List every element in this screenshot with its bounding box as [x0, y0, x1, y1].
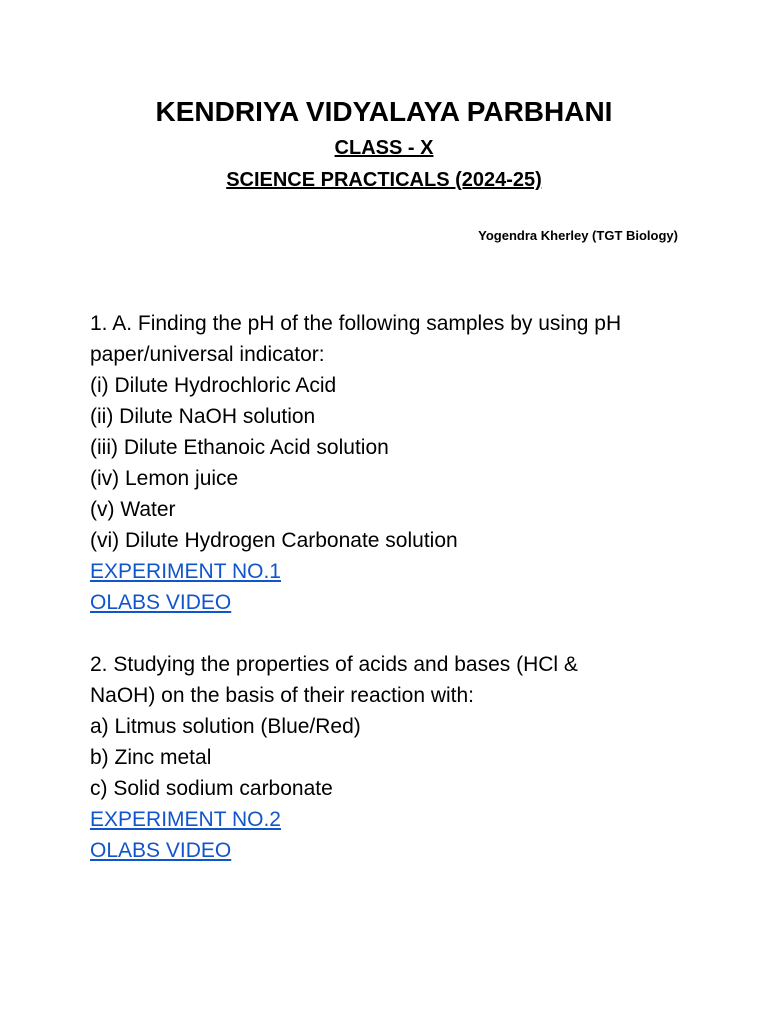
experiment-1-line: (ii) Dilute NaOH solution [90, 405, 316, 428]
experiment-2-line: NaOH) on the basis of their reaction with: [90, 684, 475, 707]
experiment-1-line: (vi) Dilute Hydrogen Carbonate solution [90, 529, 458, 552]
experiment-2-video-link[interactable]: OLABS VIDEO [90, 839, 232, 862]
school-name-heading: KENDRIYA VIDYALAYA PARBHANI [155, 96, 613, 127]
experiment-1-line: (iv) Lemon juice [90, 467, 239, 490]
teacher-credit: Yogendra Kherley (TGT Biology) [478, 228, 678, 243]
experiment-1-line: (iii) Dilute Ethanoic Acid solution [90, 436, 389, 459]
experiment-1 [90, 308, 690, 618]
experiments-list [90, 308, 690, 897]
experiment-2-line: a) Litmus solution (Blue/Red) [90, 715, 361, 738]
experiment-2-line: 2. Studying the properties of acids and bases (HCl & [90, 653, 578, 676]
experiment-1-line: paper/universal indicator: [90, 343, 325, 366]
experiment-1-line: (v) Water [90, 498, 176, 521]
experiment-1-line: (i) Dilute Hydrochloric Acid [90, 374, 337, 397]
experiment-2-line: b) Zinc metal [90, 746, 212, 769]
experiment-1-video-link[interactable]: OLABS VIDEO [90, 591, 232, 614]
experiment-2-link[interactable]: EXPERIMENT NO.2 [90, 808, 281, 831]
experiment-1-line: 1. A. Finding the pH of the following samples by using pH [90, 312, 622, 335]
experiment-2 [90, 649, 690, 866]
practicals-heading: SCIENCE PRACTICALS (2024-25) [226, 169, 542, 191]
experiment-2-line: c) Solid sodium carbonate [90, 777, 333, 800]
experiment-1-link[interactable]: EXPERIMENT NO.1 [90, 560, 281, 583]
class-heading: CLASS - X [334, 137, 434, 159]
